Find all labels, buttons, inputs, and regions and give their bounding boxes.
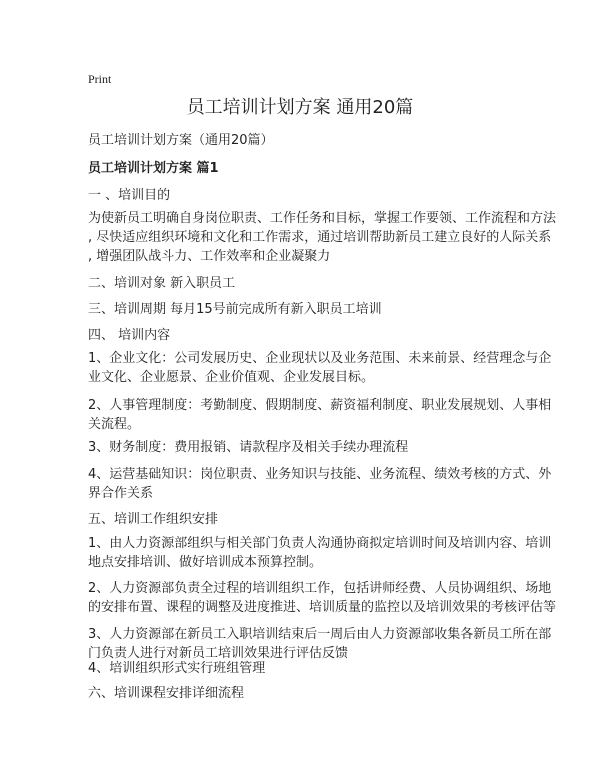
page-title: 员工培训计划方案 通用20篇 [186, 97, 414, 118]
paragraph [88, 438, 528, 457]
paragraph-line: , 尽快适应组织环境和文化和工作需求，通过培训帮助新员工建立良好的人际关系 [88, 230, 552, 245]
paragraph-line: 为使新员工明确自身岗位职责、工作任务和目标，掌握工作要领、工作流程和方法 [88, 211, 557, 226]
paragraph-line: 三、培训周期 每月15号前完成所有新入职员工培训 [88, 302, 382, 317]
paragraph [88, 659, 528, 678]
paragraph-line: 五、培训工作组织安排 [88, 512, 219, 527]
paragraph-line: , 增强团队战斗力、工作效率和企业凝聚力 [88, 249, 331, 264]
paragraph [88, 510, 528, 529]
paragraph-line: 4、培训组织形式实行班组管理 [88, 661, 266, 676]
paragraph-line: 界合作关系 [88, 486, 154, 501]
paragraph [88, 209, 557, 266]
paragraph [88, 625, 552, 663]
paragraph-line: 四、 培训内容 [88, 328, 171, 343]
paragraph-line: 二、培训对象 新入职员工 [88, 276, 236, 291]
paragraph [88, 534, 552, 572]
paragraph-line: 2、人事管理制度：考勤制度、假期制度、薪资福利制度、职业发展规划、人事相 [88, 398, 552, 413]
paragraph-line: 2、人力资源部负责全过程的培训组织工作，包括讲师经费、人员协调组织、场地 [88, 581, 552, 596]
print-label[interactable]: Print [88, 72, 112, 86]
subtitle: 员工培训计划方案（通用20篇） [88, 133, 274, 148]
paragraph-line: 4、运营基础知识：岗位职责、业务知识与技能、业务流程、绩效考核的方式、外 [88, 467, 552, 482]
paragraph [88, 186, 528, 205]
paragraph-line: 地点安排培训、做好培训成本预算控制。 [88, 555, 323, 570]
paragraph [88, 579, 557, 617]
paragraph-line: 的安排布置、课程的调整及进度推进、培训质量的监控以及培训效果的考核评估等 [88, 600, 557, 615]
paragraph [88, 684, 528, 703]
paragraph [88, 349, 552, 387]
paragraph-line: 1、由人力资源部组织与相关部门负责人沟通协商拟定培训时间及培训内容、培训 [88, 536, 552, 551]
paragraph [88, 396, 552, 434]
paragraph-line: 3、人力资源部在新员工入职培训结束后一周后由人力资源部收集各新员工所在部 [88, 627, 552, 642]
paragraph [88, 274, 528, 293]
paragraph-line: 业文化、企业愿景、企业价值观、企业发展目标。 [88, 370, 375, 385]
paragraph-line: 六、培训课程安排详细流程 [88, 686, 245, 701]
paragraph-line: 3、财务制度：费用报销、请款程序及相关手续办理流程 [88, 440, 409, 455]
paragraph-line: 关流程。 [88, 417, 141, 432]
paragraph-line: 1、企业文化：公司发展历史、企业现状以及业务范围、未来前景、经营理念与企 [88, 351, 552, 366]
paragraph-line: 一 、培训目的 [88, 188, 171, 203]
paragraph [88, 465, 552, 503]
section-heading: 员工培训计划方案 篇1 [88, 161, 219, 176]
paragraph [88, 300, 528, 319]
paragraph-line: 门负责人进行对新员工培训效果进行评估反馈 [88, 646, 349, 661]
paragraph [88, 326, 528, 345]
